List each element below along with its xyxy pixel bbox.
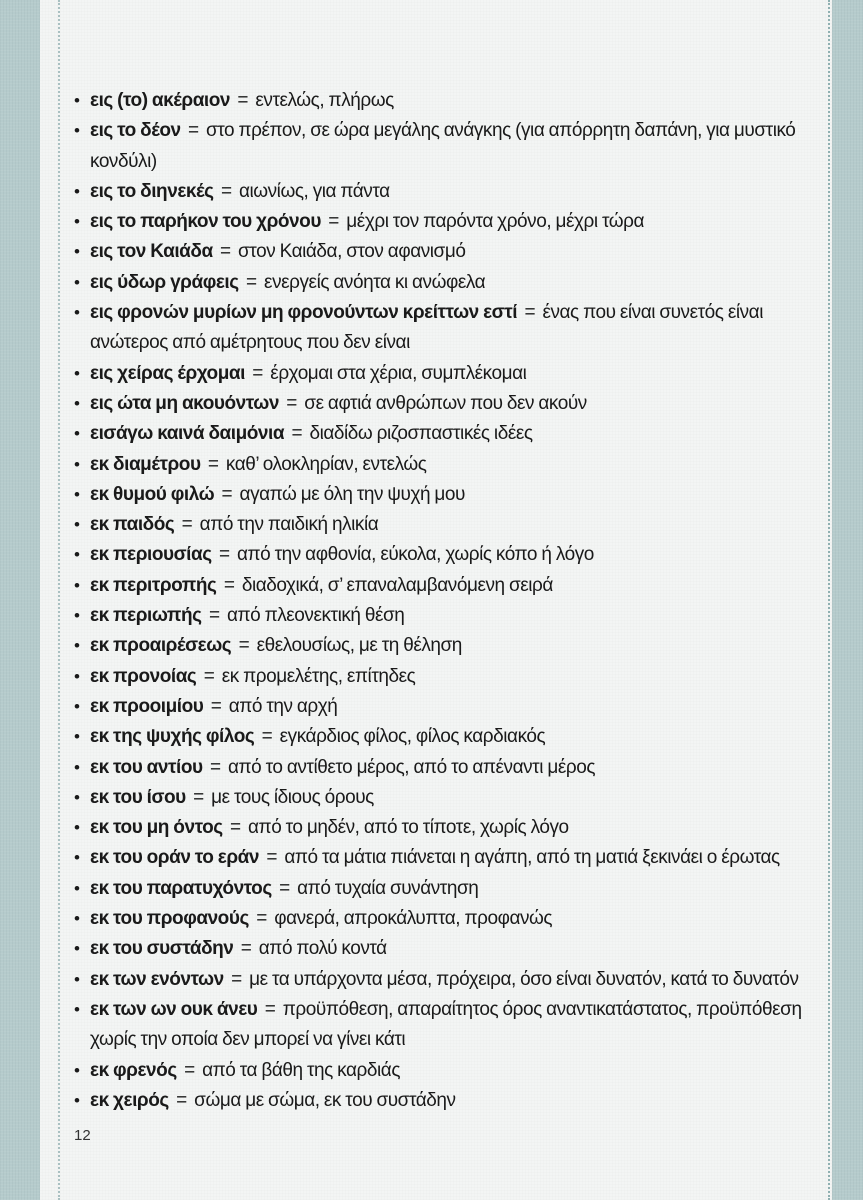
entry-definition: ένας που είναι συνετός είναι ανώτερος από αμέτρητους που δεν είναι: [90, 302, 763, 354]
entry-term: εκ της ψυχής φίλος: [90, 726, 255, 748]
entry-definition: αγαπώ με όλη την ψυχή μου: [239, 483, 465, 505]
bullet-icon: •: [74, 454, 80, 474]
glossary-entry: [74, 662, 819, 692]
entry-term: εκ προαιρέσεως: [90, 635, 232, 657]
glossary-entry: [74, 207, 819, 237]
entry-term: εισάγω καινά δαιμόνια: [90, 423, 285, 445]
equals-separator: =: [237, 90, 249, 111]
equals-separator: =: [210, 695, 222, 717]
glossary-entry: [74, 753, 819, 783]
right-stitch-line: [828, 0, 830, 1200]
entry-definition: από τα βάθη της καρδιάς: [202, 1059, 401, 1081]
glossary-entry: [74, 237, 819, 267]
glossary-entry: [74, 298, 819, 359]
equals-separator: =: [218, 544, 230, 566]
entry-term: εκ του μη όντος: [90, 817, 223, 839]
glossary-entry: [74, 813, 819, 843]
bullet-icon: •: [74, 787, 80, 807]
glossary-entry: [74, 874, 819, 904]
entry-definition: από τα μάτια πιάνεται η αγάπη, από τη ματιά ξεκινάει ο έρωτας: [284, 847, 780, 869]
entry-definition: σώμα με σώμα, εκ του συστάδην: [194, 1089, 456, 1111]
entry-definition: καθ’ ολοκληρίαν, εντελώς: [225, 453, 427, 475]
glossary-entry: [74, 419, 819, 449]
entry-definition: προϋπόθεση, απαραίτητος όρος αναντικατάστατος, προϋπόθεση χωρίς την οποία δεν μπορεί να γίνει κάτι: [90, 998, 802, 1051]
glossary-entry: [74, 389, 819, 419]
equals-separator: =: [230, 817, 241, 839]
bullet-icon: •: [74, 999, 80, 1019]
equals-separator: =: [291, 423, 303, 445]
entry-term: εκ φρενός: [90, 1059, 177, 1081]
bullet-icon: •: [74, 545, 80, 565]
bullet-icon: •: [74, 484, 80, 504]
glossary-entry: [74, 116, 819, 177]
entry-term: εκ του προφανούς: [90, 908, 249, 930]
entry-definition: φανερά, απροκάλυπτα, προφανώς: [274, 908, 553, 930]
entry-definition: διαδίδω ριζοσπαστικές ιδέες: [309, 423, 533, 445]
entry-term: εκ του παρατυχόντος: [90, 877, 272, 899]
glossary-entry: [74, 722, 819, 752]
glossary-entry: [74, 359, 819, 389]
glossary-entry: [74, 843, 819, 873]
equals-separator: =: [223, 574, 235, 596]
glossary-entry: [74, 995, 819, 1056]
bullet-icon: •: [74, 727, 80, 747]
equals-separator: =: [264, 998, 276, 1020]
equals-separator: =: [524, 302, 536, 324]
equals-separator: =: [261, 726, 273, 748]
equals-separator: =: [231, 968, 242, 990]
entry-term: εις το παρήκον του χρόνου: [90, 211, 321, 233]
entry-definition: από πολύ κοντά: [258, 938, 387, 960]
glossary-entry: [74, 601, 819, 631]
equals-separator: =: [203, 665, 215, 687]
bullet-icon: •: [74, 909, 80, 929]
glossary-entry: [74, 480, 819, 510]
bullet-icon: •: [74, 242, 80, 262]
glossary-entry: [74, 934, 819, 964]
entry-term: εκ του ίσου: [90, 786, 186, 808]
left-stitch-line: [58, 0, 60, 1200]
bullet-icon: •: [74, 848, 80, 868]
entry-definition: από την αρχή: [228, 695, 338, 717]
glossary-entry: [74, 86, 819, 116]
glossary-entry: [74, 268, 819, 298]
equals-separator: =: [209, 756, 221, 778]
bullet-icon: •: [74, 696, 80, 716]
entry-definition: αιωνίως, για πάντα: [238, 180, 390, 202]
entry-term: εις χείρας έρχομαι: [90, 362, 245, 384]
entry-term: εκ προνοίας: [90, 665, 197, 687]
entry-definition: στο πρέπον, σε ώρα μεγάλης ανάγκης (για απόρρητη δαπάνη, για μυστικό κονδύλι): [90, 120, 796, 172]
equals-separator: =: [181, 514, 193, 536]
bullet-icon: •: [74, 757, 80, 777]
bullet-icon: •: [74, 575, 80, 595]
glossary-entry: [74, 1056, 819, 1086]
entry-definition: έρχομαι στα χέρια, συμπλέκομαι: [270, 362, 527, 384]
entry-definition: διαδοχικά, σ’ επαναλαμβανόμενη σειρά: [241, 574, 553, 596]
glossary-entry: [74, 177, 819, 207]
right-border-band: [832, 0, 863, 1200]
equals-separator: =: [246, 271, 257, 293]
entry-definition: μέχρι τον παρόντα χρόνο, μέχρι τώρα: [346, 211, 645, 233]
equals-separator: =: [220, 180, 232, 202]
equals-separator: =: [193, 786, 204, 808]
entry-term: εκ περιτροπής: [90, 574, 217, 596]
entry-term: εκ προοιμίου: [90, 695, 204, 717]
entry-term: εκ περιουσίας: [90, 544, 212, 566]
entry-term: εις τον Καιάδα: [90, 241, 213, 263]
bullet-icon: •: [74, 181, 80, 201]
entry-term: εις ύδωρ γράφεις: [90, 271, 239, 293]
entry-definition: με τους ίδιους όρους: [211, 786, 374, 808]
glossary-entry: [74, 450, 819, 480]
bullet-icon: •: [74, 1090, 80, 1110]
entry-definition: ενεργείς ανόητα κι ανώφελα: [264, 271, 486, 293]
equals-separator: =: [220, 241, 231, 263]
glossary-entry: [74, 783, 819, 813]
bullet-icon: •: [74, 424, 80, 444]
left-border-band: [0, 0, 40, 1200]
glossary-entry: [74, 510, 819, 540]
equals-separator: =: [238, 635, 250, 657]
bullet-icon: •: [74, 121, 80, 141]
page-number: 12: [74, 1127, 91, 1144]
glossary-entry: [74, 571, 819, 601]
equals-separator: =: [252, 362, 263, 384]
equals-separator: =: [279, 877, 290, 899]
glossary-entry: [74, 904, 819, 934]
bullet-icon: •: [74, 969, 80, 989]
bullet-icon: •: [74, 303, 80, 323]
bullet-icon: •: [74, 91, 80, 110]
glossary-list: [74, 86, 819, 1116]
entry-term: εις φρονών μυρίων μη φρονούντων κρείττων εστί: [90, 302, 518, 324]
equals-separator: =: [328, 211, 339, 233]
entry-term: εις το δέον: [90, 120, 181, 142]
entry-definition: από τυχαία συνάντηση: [297, 877, 479, 899]
bullet-icon: •: [74, 878, 80, 898]
equals-separator: =: [187, 120, 199, 142]
bullet-icon: •: [74, 636, 80, 656]
equals-separator: =: [176, 1089, 187, 1111]
entry-definition: εγκάρδιος φίλος, φίλος καρδιακός: [279, 726, 546, 748]
entry-term: εκ του συστάδην: [90, 938, 234, 960]
entry-definition: από την αφθονία, εύκολα, χωρίς κόπο ή λόγο: [236, 544, 594, 566]
bullet-icon: •: [74, 606, 80, 626]
bullet-icon: •: [74, 393, 80, 413]
entry-definition: από το μηδέν, από το τίποτε, χωρίς λόγο: [248, 817, 569, 839]
equals-separator: =: [256, 908, 267, 930]
entry-term: εκ του οράν το εράν: [90, 847, 259, 869]
equals-separator: =: [208, 605, 220, 627]
equals-separator: =: [266, 847, 277, 869]
glossary-entry: [74, 692, 819, 722]
bullet-icon: •: [74, 272, 80, 292]
bullet-icon: •: [74, 666, 80, 686]
glossary-entry: [74, 540, 819, 570]
bullet-icon: •: [74, 515, 80, 535]
entry-term: εις το διηνεκές: [90, 180, 214, 202]
equals-separator: =: [286, 392, 297, 414]
entry-term: εκ χειρός: [90, 1089, 169, 1111]
entry-term: εκ διαμέτρου: [90, 453, 201, 475]
bullet-icon: •: [74, 1060, 80, 1080]
equals-separator: =: [240, 938, 252, 960]
bullet-icon: •: [74, 818, 80, 838]
entry-definition: εθελουσίως, με τη θέληση: [256, 635, 462, 657]
equals-separator: =: [221, 483, 233, 505]
entry-definition: από πλεονεκτική θέση: [226, 605, 405, 627]
entry-definition: από το αντίθετο μέρος, από το απέναντι μέρος: [227, 756, 596, 778]
glossary-entry: [74, 631, 819, 661]
entry-term: εις (το) ακέραιον: [90, 90, 231, 111]
glossary-entry: [74, 965, 819, 995]
entry-definition: σε αφτιά ανθρώπων που δεν ακούν: [304, 392, 587, 414]
entry-term: εις ώτα μη ακουόντων: [90, 392, 279, 414]
bullet-icon: •: [74, 363, 80, 383]
bullet-icon: •: [74, 212, 80, 232]
equals-separator: =: [184, 1059, 195, 1081]
entry-term: εκ των ενόντων: [90, 968, 224, 990]
entry-term: εκ θυμού φιλώ: [90, 483, 215, 505]
entry-term: εκ του αντίου: [90, 756, 203, 778]
entry-term: εκ των ων ουκ άνευ: [90, 998, 258, 1020]
entry-definition: στον Καιάδα, στον αφανισμό: [238, 241, 466, 263]
bullet-icon: •: [74, 939, 80, 959]
entry-definition: εκ προμελέτης, επίτηδες: [221, 665, 416, 687]
equals-separator: =: [207, 453, 219, 475]
entry-term: εκ περιωπής: [90, 605, 202, 627]
entry-definition: εντελώς, πλήρως: [255, 90, 394, 111]
entry-definition: με τα υπάρχοντα μέσα, πρόχειρα, όσο είναι δυνατόν, κατά το δυνατόν: [249, 968, 799, 990]
glossary-entry: [74, 1086, 819, 1116]
entry-term: εκ παιδός: [90, 514, 175, 536]
entry-definition: από την παιδική ηλικία: [199, 514, 379, 536]
